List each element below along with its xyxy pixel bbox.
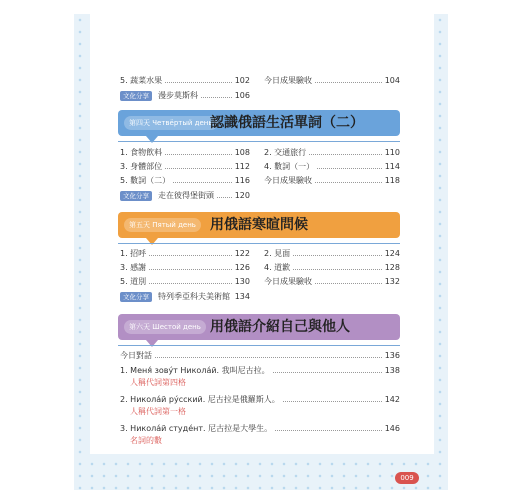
entry-label: 3. Никола́й студе́нт. 尼古拉是大學生。 — [120, 424, 275, 434]
toc-entry[interactable] — [158, 292, 250, 302]
entry-page: 116 — [232, 176, 250, 186]
toc-entry[interactable] — [120, 277, 250, 287]
entry-label: 4. 道歉 — [264, 263, 293, 273]
entry-page: 126 — [232, 263, 250, 273]
toc-entry[interactable] — [120, 424, 400, 434]
entry-page: 120 — [232, 191, 250, 201]
culture-tag: 文化分享 — [120, 292, 152, 302]
entry-label: 3. 身體部位 — [120, 162, 165, 172]
toc-entry[interactable] — [264, 148, 400, 158]
entry-page: 114 — [382, 162, 400, 172]
culture-tag: 文化分享 — [120, 191, 152, 201]
section-divider — [118, 141, 400, 142]
toc-entry[interactable] — [120, 351, 400, 361]
entry-page: 106 — [232, 91, 250, 101]
entry-page: 128 — [382, 263, 400, 273]
entry-label: 2. Никола́й ру́сский. 尼古拉是俄羅斯人。 — [120, 395, 283, 405]
entry-page: 104 — [382, 76, 400, 86]
entry-subtitle: 人稱代詞第一格 — [130, 407, 186, 416]
section-header-day4 — [118, 110, 400, 136]
day-badge: 第四天 Четвёртый день — [124, 116, 218, 130]
section-title: 用俄語寒暄問候 — [210, 217, 308, 233]
section-header-day6 — [118, 314, 400, 340]
entry-label: 今日成果驗收 — [264, 76, 315, 86]
section-divider — [118, 243, 400, 244]
entry-page: 138 — [382, 366, 400, 376]
entry-label: 特列季亞科夫美術館 — [158, 292, 233, 302]
entry-label: 漫步莫斯科 — [158, 91, 201, 101]
entry-subtitle: 名詞的數 — [130, 436, 162, 445]
day-badge: 第六天 Шестой день — [124, 320, 206, 334]
entry-label: 今日成果驗收 — [264, 277, 315, 287]
toc-entry[interactable] — [264, 76, 400, 86]
toc-entry[interactable] — [120, 249, 250, 259]
toc-entry[interactable] — [264, 162, 400, 172]
section-divider — [118, 345, 400, 346]
entry-page: 110 — [382, 148, 400, 158]
entry-page: 124 — [382, 249, 400, 259]
toc-entry[interactable] — [120, 366, 400, 376]
toc-entry[interactable] — [158, 191, 250, 201]
entry-label: 今日對話 — [120, 351, 155, 361]
section-header-day5 — [118, 212, 400, 238]
culture-tag: 文化分享 — [120, 91, 152, 101]
toc-entry[interactable] — [120, 76, 250, 86]
entry-label: 1. Меня́ зову́т Никола́й. 我叫尼古拉。 — [120, 366, 273, 376]
leader-dots — [120, 357, 400, 358]
toc-entry[interactable] — [120, 263, 250, 273]
entry-page: 136 — [382, 351, 400, 361]
toc-entry[interactable] — [264, 176, 400, 186]
entry-page: 118 — [382, 176, 400, 186]
entry-page: 132 — [382, 277, 400, 287]
entry-page: 142 — [382, 395, 400, 405]
entry-page: 112 — [232, 162, 250, 172]
section-title: 用俄語介紹自己與他人 — [210, 319, 350, 335]
entry-label: 今日成果驗收 — [264, 176, 315, 186]
toc-entry[interactable] — [120, 176, 250, 186]
entry-page: 122 — [232, 249, 250, 259]
entry-page: 102 — [232, 76, 250, 86]
entry-page: 130 — [232, 277, 250, 287]
entry-label: 1. 食物飲料 — [120, 148, 165, 158]
toc-entry[interactable] — [158, 91, 250, 101]
entry-page: 108 — [232, 148, 250, 158]
entry-page: 146 — [382, 424, 400, 434]
entry-label: 2. 見面 — [264, 249, 293, 259]
entry-label: 2. 交通旅行 — [264, 148, 309, 158]
section-title: 認識俄語生活單詞（二） — [210, 115, 364, 131]
toc-entry[interactable] — [120, 162, 250, 172]
toc-entry[interactable] — [264, 277, 400, 287]
toc-entry[interactable] — [120, 395, 400, 405]
day-badge: 第五天 Пятый день — [124, 218, 201, 232]
entry-label: 1. 招呼 — [120, 249, 149, 259]
toc-entry[interactable] — [264, 249, 400, 259]
entry-label: 走在彼得堡街頭 — [158, 191, 217, 201]
entry-label: 3. 感謝 — [120, 263, 149, 273]
toc-entry[interactable] — [120, 148, 250, 158]
page-number: 009 — [395, 472, 419, 484]
entry-label: 5. 蔬菜水果 — [120, 76, 165, 86]
entry-label: 5. 數詞（二） — [120, 176, 173, 186]
entry-page: 134 — [232, 292, 250, 302]
toc-entry[interactable] — [264, 263, 400, 273]
entry-label: 4. 數詞（一） — [264, 162, 317, 172]
entry-label: 5. 道別 — [120, 277, 149, 287]
entry-subtitle: 人稱代詞第四格 — [130, 378, 186, 387]
